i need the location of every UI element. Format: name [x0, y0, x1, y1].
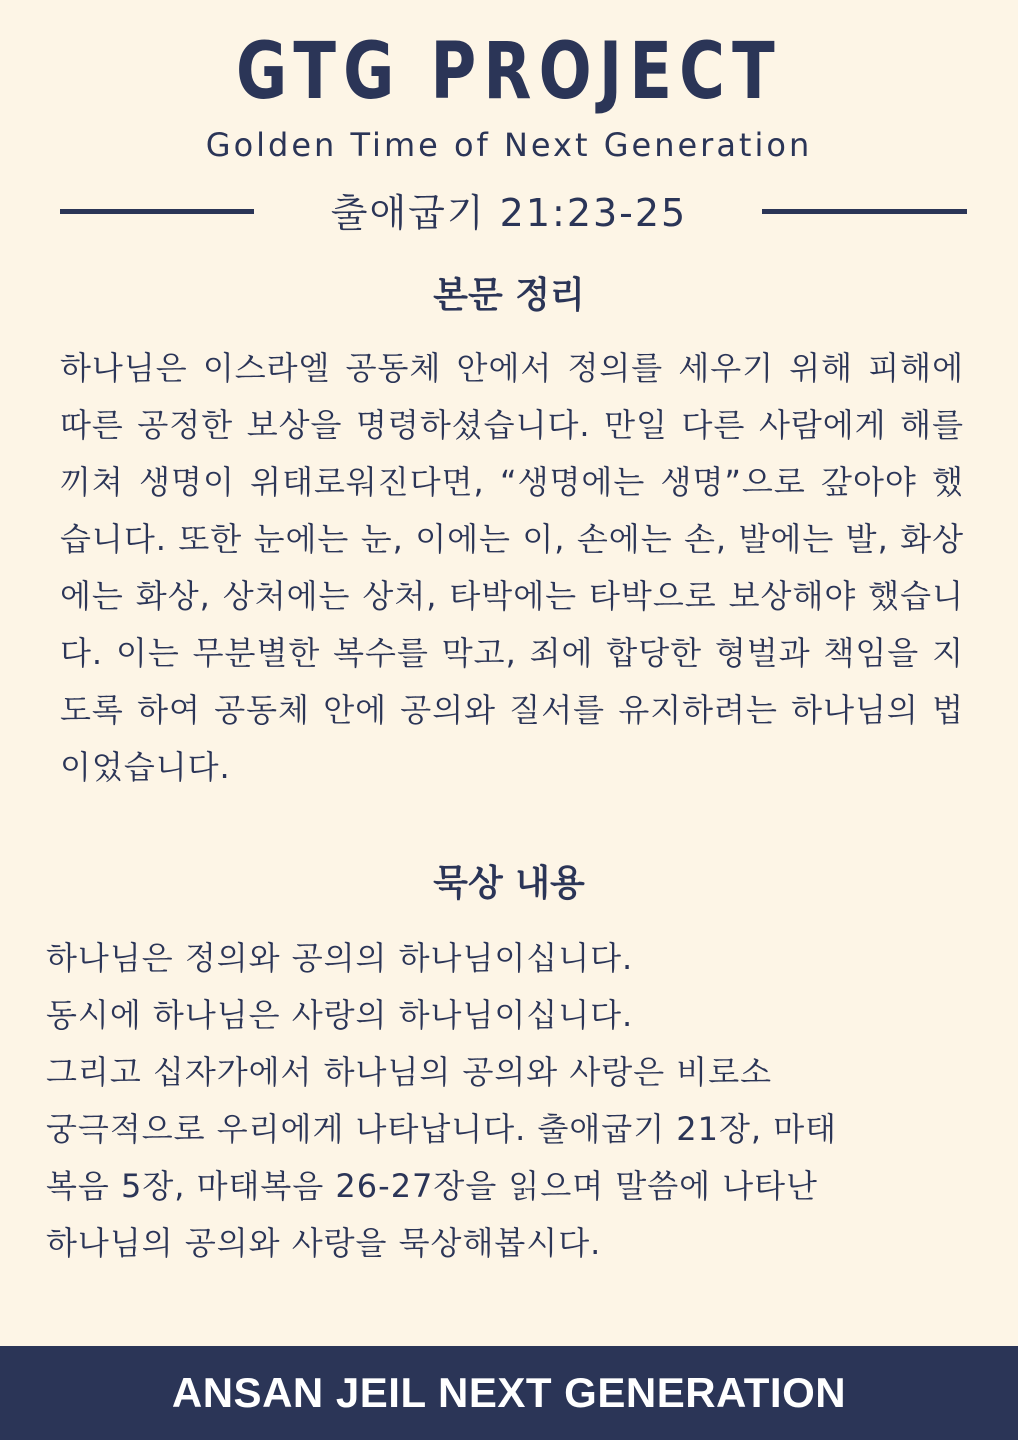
- meditation-line: 하나님의 공의와 사랑을 묵상해봅시다.: [46, 1224, 602, 1262]
- meditation-heading: 묵상 내용: [433, 863, 585, 904]
- meditation-line: 동시에 하나님은 사랑의 하나님이십니다.: [46, 996, 634, 1034]
- scripture-reference: 출애굽기 21:23-25: [330, 191, 688, 235]
- meditation-line: 궁극적으로 우리에게 나타납니다. 출애굽기 21장, 마태: [46, 1110, 838, 1148]
- divider-right: [762, 209, 967, 214]
- meditation-line: 복음 5장, 마태복음 26-27장을 읽으며 말씀에 나타난: [46, 1167, 818, 1205]
- page-title: GTG PROJECT: [236, 27, 782, 117]
- footer-text: ANSAN JEIL NEXT GENERATION: [171, 1369, 847, 1416]
- footer-bar: [0, 1346, 1018, 1440]
- meditation-line: 하나님은 정의와 공의의 하나님이십니다.: [46, 939, 634, 977]
- meditation-body: [46, 930, 966, 1272]
- summary-body: 하나님은 이스라엘 공동체 안에서 정의를 세우기 위해 피해에 따른 공정한 보상을 명령하셨습니다. 만일 다른 사람에게 해를 끼쳐 생명이 위태로워진다면, “생명에는 생명”으로 갚아야 했습니다. 또한 눈에는 눈, 이에는 이, 손에는 손, 발에는 발, 화상에는 화상, 상처에는 상처, 타박에는 타박으로 보상해야 했습니다. 이는 무분별한 복수를 막고, 죄에 합당한 형벌과 책임을 지도록 하여 공동체 안에 공의와 질서를 유지하려는 하나님의 법이었습니다.: [60, 349, 964, 786]
- page-subtitle: Golden Time of Next Generation: [205, 126, 813, 164]
- meditation-line: 그리고 십자가에서 하나님의 공의와 사랑은 비로소: [46, 1053, 773, 1091]
- summary-heading: 본문 정리: [433, 275, 585, 316]
